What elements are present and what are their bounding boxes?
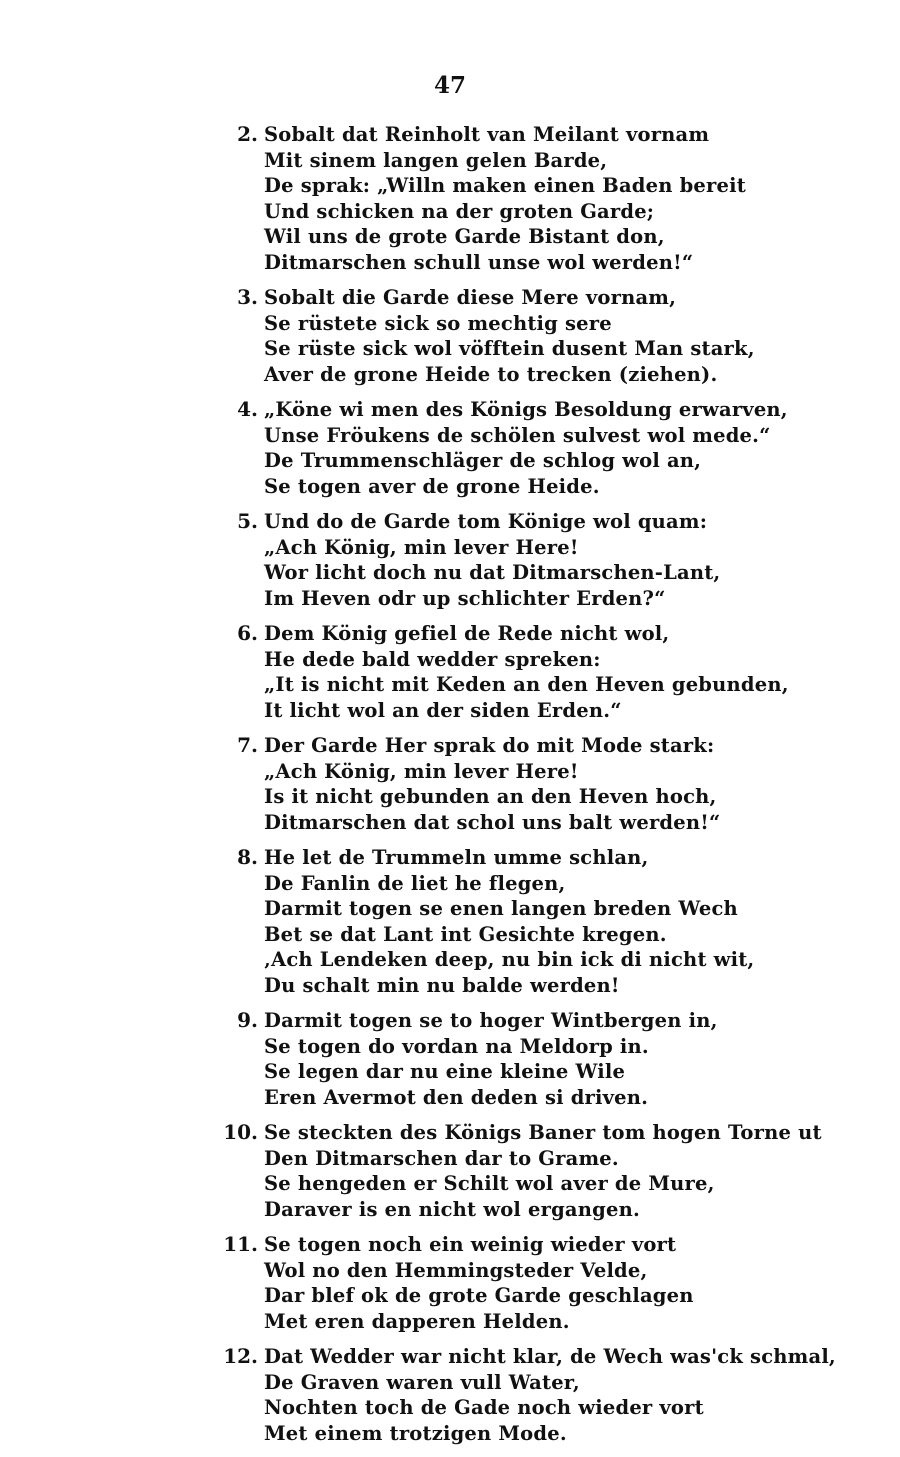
stanza-number: 3. [237,285,258,309]
verse-line: De Graven waren vull Water, [264,1370,580,1394]
verse-line: De sprak: „Willn maken einen Baden bereit [264,174,746,197]
stanza [218,397,818,499]
stanza-number: 7. [237,733,258,757]
stanza [218,509,818,611]
verse-line: De Trummenschläger de schlog wol an, [264,449,702,472]
verse-line: It licht wol an der siden Erden.“ [264,698,622,722]
verse-line: Nochten toch de Gade noch wieder vort [264,1396,704,1419]
verse-line: Den Ditmarschen dar to Grame. [264,1146,619,1170]
stanza-number: 10. [223,1120,258,1144]
verse-line: ‚Ach Lendeken deep, nu bin ick di nicht wit, [264,948,755,971]
stanza [218,1120,822,1222]
stanza [218,285,818,387]
verse-line: „Ach König, min lever Here! [264,759,579,783]
verse-line: Ditmarschen schull unse wol werden!“ [264,250,694,274]
verse-line: Dat Wedder war nicht klar, de Wech was'ck schmal, [264,1345,836,1368]
stanza-number: 4. [237,397,258,421]
verse-line: Darmit togen se enen langen breden Wech [264,897,738,920]
verse-line: Aver de grone Heide to trecken (ziehen). [264,362,718,386]
verse-line: „It is nicht mit Keden an den Heven gebunden, [264,673,789,696]
verse-line: Wol no den Hemmingsteder Velde, [264,1258,648,1282]
verse-line: Wor licht doch nu dat Ditmarschen-Lant, [264,561,721,584]
verse-line: Met einem trotzigen Mode. [264,1421,567,1445]
verse-line: Se rüste sick wol vöfftein dusent Man stark, [264,337,755,360]
stanza-number: 9. [237,1008,258,1032]
verse-line: Dar blef ok de grote Garde geschlagen [264,1284,694,1307]
verse-line: Unse Fröukens de schölen sulvest wol mede.“ [264,423,771,447]
verse-line: De Fanlin de liet he flegen, [264,871,566,895]
verse-line: Se hengeden er Schilt wol aver de Mure, [264,1172,715,1195]
stanza-number: 8. [237,845,258,869]
stanza [218,845,818,998]
verse-line: Ditmarschen dat schol uns balt werden!“ [264,810,721,834]
verse-line: Wil uns de grote Garde Bistant don, [264,225,665,248]
verse-line: Dem König gefiel de Rede nicht wol, [264,622,670,645]
verse-line: Se togen noch ein weinig wieder vort [264,1233,677,1256]
verse-line: Sobalt die Garde diese Mere vornam, [264,286,677,309]
verse-line: „Ach König, min lever Here! [264,535,579,559]
stanza [218,733,818,835]
verse-line: Mit sinem langen gelen Barde, [264,148,608,172]
verse-line: He let de Trummeln umme schlan, [264,846,649,869]
verse-line: Du schalt min nu balde werden! [264,973,620,997]
verse-line: Der Garde Her sprak do mit Mode stark: [264,734,715,757]
verse-line: Se togen aver de grone Heide. [264,474,600,498]
stanza [218,621,818,723]
verse-line: Darmit togen se to hoger Wintbergen in, [264,1009,718,1032]
verse-line: Und do de Garde tom Könige wol quam: [264,510,708,533]
stanza [218,1344,836,1446]
verse-line: Se legen dar nu eine kleine Wile [264,1060,626,1083]
stanza-number: 6. [237,621,258,645]
verse-line: Se togen do vordan na Meldorp in. [264,1034,649,1058]
verse-line: Se rüstete sick so mechtig sere [264,311,612,335]
verse-line: Sobalt dat Reinholt van Meilant vornam [264,123,710,146]
verse-line: Bet se dat Lant int Gesichte kregen. [264,922,667,946]
verse-line: Im Heven odr up schlichter Erden?“ [264,586,666,610]
stanza-number: 12. [223,1344,258,1368]
verse-line: He dede bald wedder spreken: [264,647,601,671]
verse-line: „Köne wi men des Königs Besoldung erwarven, [264,398,788,421]
verse-line: Is it nicht gebunden an den Heven hoch, [264,785,717,808]
verse-line: Se steckten des Königs Baner tom hogen Torne ut [264,1121,822,1144]
stanza [218,1008,818,1110]
stanza-number: 5. [237,509,258,533]
stanza-number: 2. [237,122,258,146]
stanza [218,1232,818,1334]
verse-line: Met eren dapperen Helden. [264,1309,570,1333]
poem-body [218,122,836,1456]
page-number: 47 [433,72,466,99]
verse-line: Daraver is en nicht wol ergangen. [264,1197,640,1221]
verse-line: Eren Avermot den deden si driven. [264,1085,649,1109]
stanza [218,122,818,275]
stanza-number: 11. [223,1232,258,1256]
verse-line: Und schicken na der groten Garde; [264,199,655,223]
